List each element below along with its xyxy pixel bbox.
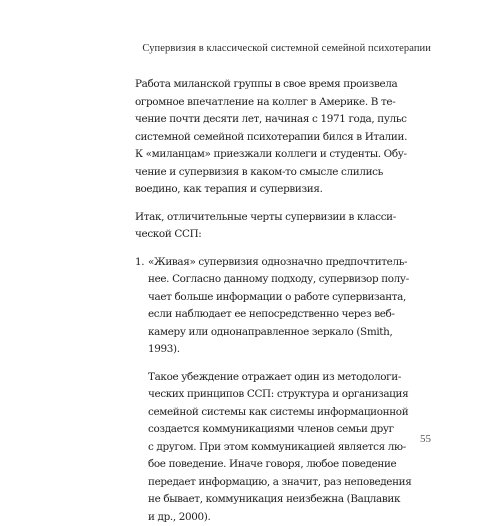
text-line: воедино, как терапия и супервизия. <box>135 181 440 199</box>
text-line: Работа миланской группы в свое время произвела <box>135 76 440 94</box>
text-line: 1993). <box>148 341 440 359</box>
running-header: Супервизия в классической системной семейной психотерапии <box>0 43 431 54</box>
text-line: чение почти десяти лет, начиная с 1971 года, пульс <box>135 111 440 129</box>
text-line: Итак, отличительные черты супервизии в класси- <box>135 209 440 227</box>
paragraph-features-intro <box>135 209 440 244</box>
text-line: семейной системы как системы информационной <box>148 404 440 422</box>
page-number: 55 <box>0 433 431 445</box>
page-content <box>135 76 440 526</box>
text-line: системной семейной психотерапии бился в Италии. <box>135 129 440 147</box>
text-line: создается коммуникациями членов семьи друг <box>148 421 440 439</box>
text-line: ческой ССП: <box>135 226 440 244</box>
list-item-text <box>148 254 440 359</box>
text-line: камеру или однонаправленное зеркало (Smith, <box>148 324 440 342</box>
text-line: чает больше информации о работе супервизанта, <box>148 289 440 307</box>
text-line: не бывает, коммуникация неизбежна (Вацлавик <box>148 491 440 509</box>
text-line: огромное впечатление на коллег в Америке. В те- <box>135 94 440 112</box>
text-line: и др., 2000). <box>148 509 440 526</box>
paragraph-milan-group <box>135 76 440 199</box>
text-line: «Живая» супервизия однозначно предпочтитель- <box>148 254 440 272</box>
text-line: передает информацию, а значит, раз неповедения <box>148 474 440 492</box>
list-item-number: 1. <box>135 254 144 272</box>
text-line: с другом. При этом коммуникацией является лю- <box>148 439 440 457</box>
text-line: чение и супервизия в каком-то смысле слились <box>135 164 440 182</box>
paragraph-methodological-principle <box>148 369 440 526</box>
text-line: ческих принципов ССП: структура и организация <box>148 386 440 404</box>
text-line: Такое убеждение отражает один из методологи- <box>148 369 440 387</box>
text-line: если наблюдает ее непосредственно через веб- <box>148 306 440 324</box>
text-line: бое поведение. Иначе говоря, любое поведение <box>148 456 440 474</box>
list-item-live-supervision <box>135 254 440 359</box>
text-line: К «миланцам» приезжали коллеги и студенты. Обу- <box>135 146 440 164</box>
text-line: нее. Согласно данному подходу, супервизор полу- <box>148 271 440 289</box>
